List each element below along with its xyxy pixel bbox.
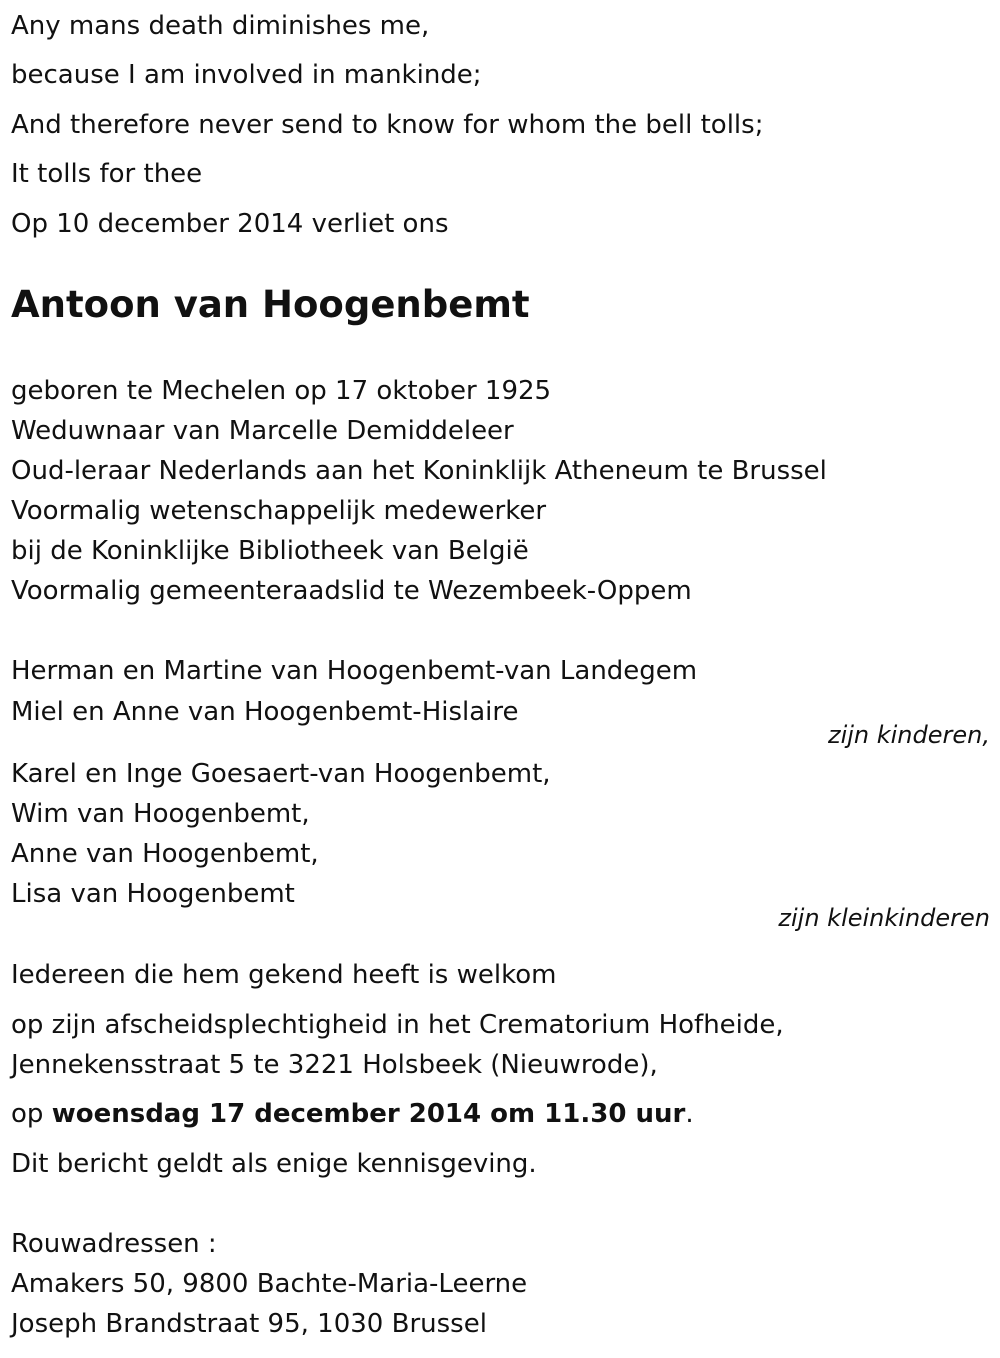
ceremony-line: op zijn afscheidsplechtigheid in het Crematorium Hofheide,: [11, 1010, 784, 1040]
poem-line: And therefore never send to know for whom the bell tolls;: [11, 110, 764, 140]
grandchild-line: Lisa van Hoogenbemt: [11, 879, 295, 909]
children-label: zijn kinderen,: [827, 721, 990, 749]
ceremony-date: woensdag 17 december 2014 om 11.30 uur: [51, 1099, 686, 1129]
ceremony-line: Jennekensstraat 5 te 3221 Holsbeek (Nieuwrode),: [11, 1050, 658, 1080]
intro-line: Op 10 december 2014 verliet ons: [11, 209, 449, 239]
child-line: Miel en Anne van Hoogenbemt-Hislaire: [11, 697, 519, 727]
poem-line: because I am involved in mankinde;: [11, 60, 482, 90]
grandchildren-label: zijn kleinkinderen: [778, 904, 990, 932]
address-line: Amakers 50, 9800 Bachte-Maria-Leerne: [11, 1269, 528, 1299]
grandchild-line: Anne van Hoogenbemt,: [11, 839, 319, 869]
poem-line: Any mans death diminishes me,: [11, 11, 430, 41]
ceremony-date-line: [11, 1098, 694, 1130]
bio-line: geboren te Mechelen op 17 oktober 1925: [11, 376, 552, 406]
grandchild-line: Karel en Inge Goesaert-van Hoogenbemt,: [11, 759, 551, 789]
bio-line: Oud-leraar Nederlands aan het Koninklijk Atheneum te Brussel: [11, 456, 827, 486]
child-line: Herman en Martine van Hoogenbemt-van Landegem: [11, 656, 698, 686]
addresses-label: Rouwadressen :: [11, 1229, 217, 1259]
ceremony-date-prefix: op: [11, 1099, 44, 1129]
ceremony-date-suffix: .: [685, 1099, 694, 1129]
deceased-name: Antoon van Hoogenbemt: [11, 283, 530, 326]
poem-line: It tolls for thee: [11, 159, 203, 189]
bio-line: Weduwnaar van Marcelle Demiddeleer: [11, 416, 514, 446]
address-line: Joseph Brandstraat 95, 1030 Brussel: [11, 1309, 487, 1339]
ceremony-line: Iedereen die hem gekend heeft is welkom: [11, 960, 557, 990]
bio-line: bij de Koninklijke Bibliotheek van België: [11, 536, 529, 566]
grandchild-line: Wim van Hoogenbemt,: [11, 799, 310, 829]
bio-line: Voormalig gemeenteraadslid te Wezembeek-Oppem: [11, 576, 692, 606]
bio-line: Voormalig wetenschappelijk medewerker: [11, 496, 547, 526]
notice-line: Dit bericht geldt als enige kennisgeving.: [11, 1149, 537, 1179]
